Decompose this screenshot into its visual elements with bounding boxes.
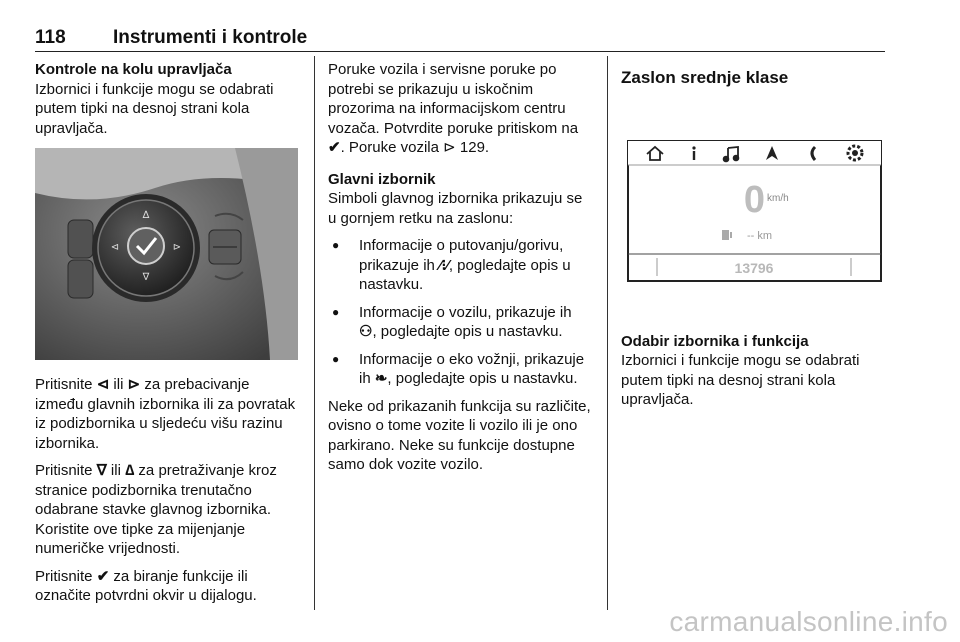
section-heading: Odabir izbornika i funkcija: [621, 332, 809, 350]
trip-fuel-icon: ⁄⁝⁄: [439, 256, 449, 274]
midlevel-display-illustration: [627, 140, 882, 282]
paragraph: Pritisnite ⊲ ili ⊳ za prebacivanje između glavnih izbornika ili za povratak iz podizbornika u sljedeću višu razinu izbornika.: [35, 376, 296, 452]
up-arrow-icon: ∆: [125, 462, 135, 479]
info-icon: [692, 146, 695, 160]
list-item: ● Informacije o vozilu, prikazuje ih ⚇, pogledajte opis u nastavku.: [328, 303, 592, 342]
paragraph: Pritisnite ✔ za biranje funkcije ili označite potvrdni okvir u dijalogu.: [35, 567, 257, 604]
svg-text:⊲: ⊲: [110, 242, 120, 253]
speed-value: 0: [743, 178, 765, 221]
list-item: ● Informacije o putovanju/gorivu, prikazuje ih ⁄⁝⁄, pogledajte opis u nastavku.: [328, 236, 592, 295]
svg-text:∇: ∇: [142, 272, 150, 283]
svg-text:∆: ∆: [142, 210, 150, 221]
range-readout: -- km: [747, 229, 773, 242]
column-main-menu: [328, 60, 592, 483]
steering-wheel-controls-photo: [35, 148, 298, 360]
vehicle-icon: ⚇: [359, 323, 373, 340]
checkmark-icon: ✔: [328, 139, 341, 156]
paragraph: Simboli glavnog izbornika prikazuju se u gornjem retku na zaslonu:: [328, 190, 583, 227]
paragraph: Izbornici i funkcije mogu se odabrati putem tipki na desnoj strani kola upravljača.: [621, 352, 860, 408]
page-header: [35, 24, 885, 52]
paragraph: Pritisnite ∇ ili ∆ za pretraživanje kroz stranice podizbornika trenutačno odabrane stavke glavnog izbornika. Koristite ove tipke za mijenjanje numeričke vrijednosti.: [35, 462, 277, 557]
paragraph: Neke od prikazanih funkcija su različite, ovisno o tome vozite li vozilo ili je ono parkirano. Neke su funkcije dostupne samo dok vozite vozilo.: [328, 397, 591, 473]
page-reference-link[interactable]: 129.: [459, 139, 490, 156]
odometer-readout: 13796: [734, 259, 774, 276]
page-number: 118: [35, 27, 66, 48]
paragraph: Poruke vozila i servisne poruke po potrebi se prikazuju u iskočnim prozorima na informacijskom centru vozača. Potvrdite poruke pritiskom na ✔. Poruke vozila ⊳ 129.: [328, 61, 579, 156]
paragraph: Izbornici i funkcije mogu se odabrati putem tipki na desnoj strani kola upravljača.: [35, 80, 274, 137]
menu-symbol-list: [328, 236, 592, 389]
cross-reference-arrow-icon: ⊳: [443, 139, 456, 156]
speed-unit: km/h: [767, 192, 789, 204]
column-divider: [314, 56, 315, 610]
section-title: Zaslon srednje klase: [621, 68, 789, 87]
list-item: ● Informacije o eko vožnji, prikazuje ih ❧, pogledajte opis u nastavku.: [328, 350, 592, 389]
chapter-title: Instrumenti i kontrole: [113, 27, 308, 48]
right-arrow-icon: ⊳: [127, 376, 141, 393]
section-heading: Kontrole na kolu upravljača: [35, 61, 232, 78]
checkmark-icon: ✔: [96, 567, 110, 585]
column-midlevel-display: [621, 60, 885, 418]
svg-text:⊳: ⊳: [172, 242, 182, 253]
down-arrow-icon: ∇: [96, 462, 107, 479]
section-heading: Glavni izbornik: [328, 170, 436, 188]
watermark: carmanualsonline.info: [669, 606, 948, 637]
column-divider: [607, 56, 608, 610]
eco-leaf-icon: ❧: [374, 370, 388, 387]
column-steering-controls: [35, 60, 301, 614]
left-arrow-icon: ⊲: [96, 376, 110, 393]
